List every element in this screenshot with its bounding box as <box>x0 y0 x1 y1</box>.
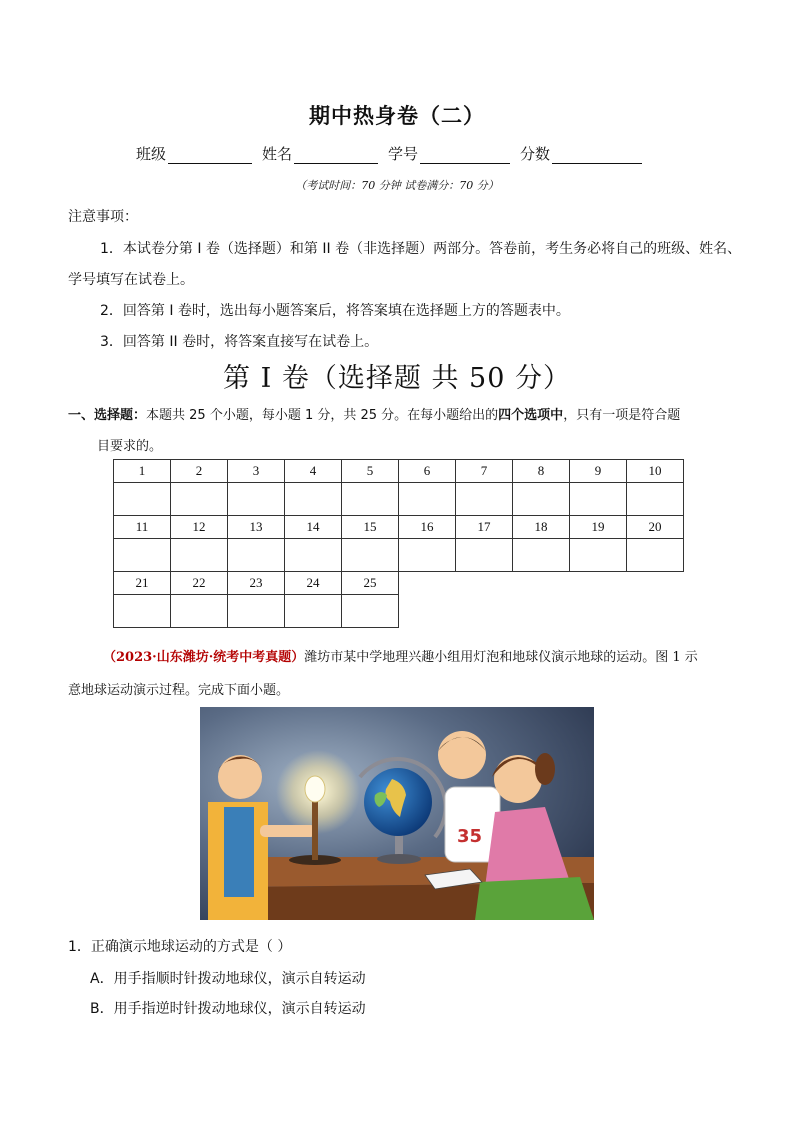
grid-number: 22 <box>171 572 228 595</box>
page-title: 期中热身卷（二） <box>309 104 485 128</box>
note-item-1: 1．本试卷分第 I 卷（选择题）和第 II 卷（非选择题）两部分。答卷前，考生务必将自己的班级、姓名、 <box>100 241 742 257</box>
grid-number: 10 <box>627 460 684 483</box>
grid-number: 17 <box>456 516 513 539</box>
grid-number: 1 <box>114 460 171 483</box>
grid-number-row <box>114 572 684 595</box>
grid-number: 16 <box>399 516 456 539</box>
grid-number: 4 <box>285 460 342 483</box>
class-blank[interactable] <box>168 147 252 164</box>
answer-cell[interactable] <box>171 595 228 628</box>
earth-motion-illustration <box>200 707 594 920</box>
question-source: （2023·山东潍坊·统考中考真题） <box>103 650 305 665</box>
answer-cell[interactable] <box>399 483 456 516</box>
answer-cell[interactable] <box>114 539 171 572</box>
section-intro-text: 本题共 25 个小题，每小题 1 分，共 25 分。在每小题给出的 <box>146 408 499 423</box>
answer-cell[interactable] <box>171 483 228 516</box>
name-label: 姓名 <box>262 145 293 163</box>
section-intro <box>68 404 680 423</box>
answer-cell[interactable] <box>627 483 684 516</box>
grid-answer-row <box>114 595 684 628</box>
grid-number: 18 <box>513 516 570 539</box>
grid-number: 20 <box>627 516 684 539</box>
passage-line-1 <box>103 646 698 665</box>
answer-cell[interactable] <box>627 539 684 572</box>
grid-answer-row <box>114 483 684 516</box>
id-label: 学号 <box>388 145 419 163</box>
answer-cell[interactable] <box>342 539 399 572</box>
section-intro-prefix: 一、选择题： <box>68 408 147 423</box>
answer-cell[interactable] <box>342 483 399 516</box>
answer-cell[interactable] <box>228 595 285 628</box>
grid-number-row <box>114 460 684 483</box>
grid-number: 3 <box>228 460 285 483</box>
grid-number: 11 <box>114 516 171 539</box>
grid-number: 8 <box>513 460 570 483</box>
shirt-number: 35 <box>457 826 483 847</box>
student-info-line <box>136 143 642 164</box>
grid-number: 23 <box>228 572 285 595</box>
grid-empty <box>399 572 684 595</box>
grid-number: 6 <box>399 460 456 483</box>
score-label: 分数 <box>520 145 551 163</box>
section-intro-line2: 目要求的。 <box>97 439 163 454</box>
answer-cell[interactable] <box>570 539 627 572</box>
answer-cell[interactable] <box>456 483 513 516</box>
grid-number: 9 <box>570 460 627 483</box>
answer-cell[interactable] <box>570 483 627 516</box>
answer-cell[interactable] <box>285 483 342 516</box>
grid-number: 7 <box>456 460 513 483</box>
question-1-stem: 1．正确演示地球运动的方式是（ ） <box>68 939 292 955</box>
answer-cell[interactable] <box>513 483 570 516</box>
answer-cell[interactable] <box>114 595 171 628</box>
answer-cell[interactable] <box>456 539 513 572</box>
grid-number-row <box>114 516 684 539</box>
notes-heading: 注意事项： <box>68 209 138 225</box>
note-item-1-cont: 学号填写在试卷上。 <box>68 272 194 288</box>
class-label: 班级 <box>136 145 167 163</box>
section-intro-end: ，只有一项是符合题 <box>563 408 681 423</box>
grid-number: 14 <box>285 516 342 539</box>
section-title: 第 I 卷（选择题 共 50 分） <box>223 363 571 394</box>
name-blank[interactable] <box>294 147 378 164</box>
grid-empty <box>399 595 684 628</box>
answer-grid <box>113 459 684 628</box>
id-blank[interactable] <box>420 147 510 164</box>
note-item-2: 2．回答第 I 卷时，选出每小题答案后，将答案填在选择题上方的答题表中。 <box>100 303 570 319</box>
grid-number: 12 <box>171 516 228 539</box>
answer-cell[interactable] <box>285 539 342 572</box>
answer-cell[interactable] <box>285 595 342 628</box>
grid-number: 5 <box>342 460 399 483</box>
question-1-option-a[interactable]: A．用手指顺时针拨动地球仪，演示自转运动 <box>90 971 366 987</box>
score-blank[interactable] <box>552 147 642 164</box>
question-1-option-b[interactable]: B．用手指逆时针拨动地球仪，演示自转运动 <box>90 1001 366 1017</box>
answer-cell[interactable] <box>513 539 570 572</box>
exam-info: （考试时间：70 分钟 试卷满分：70 分） <box>295 179 499 192</box>
grid-number: 13 <box>228 516 285 539</box>
grid-number: 2 <box>171 460 228 483</box>
passage-line-2: 意地球运动演示过程。完成下面小题。 <box>68 683 290 698</box>
answer-cell[interactable] <box>228 483 285 516</box>
answer-cell[interactable] <box>228 539 285 572</box>
grid-number: 25 <box>342 572 399 595</box>
grid-number: 19 <box>570 516 627 539</box>
grid-number: 24 <box>285 572 342 595</box>
passage-text: 潍坊市某中学地理兴趣小组用灯泡和地球仪演示地球的运动。图 1 示 <box>304 650 698 665</box>
grid-number: 21 <box>114 572 171 595</box>
section-intro-bold: 四个选项中 <box>498 408 564 423</box>
grid-number: 15 <box>342 516 399 539</box>
answer-cell[interactable] <box>342 595 399 628</box>
note-item-3: 3．回答第 II 卷时，将答案直接写在试卷上。 <box>100 334 379 350</box>
answer-cell[interactable] <box>114 483 171 516</box>
answer-cell[interactable] <box>399 539 456 572</box>
grid-answer-row <box>114 539 684 572</box>
answer-cell[interactable] <box>171 539 228 572</box>
